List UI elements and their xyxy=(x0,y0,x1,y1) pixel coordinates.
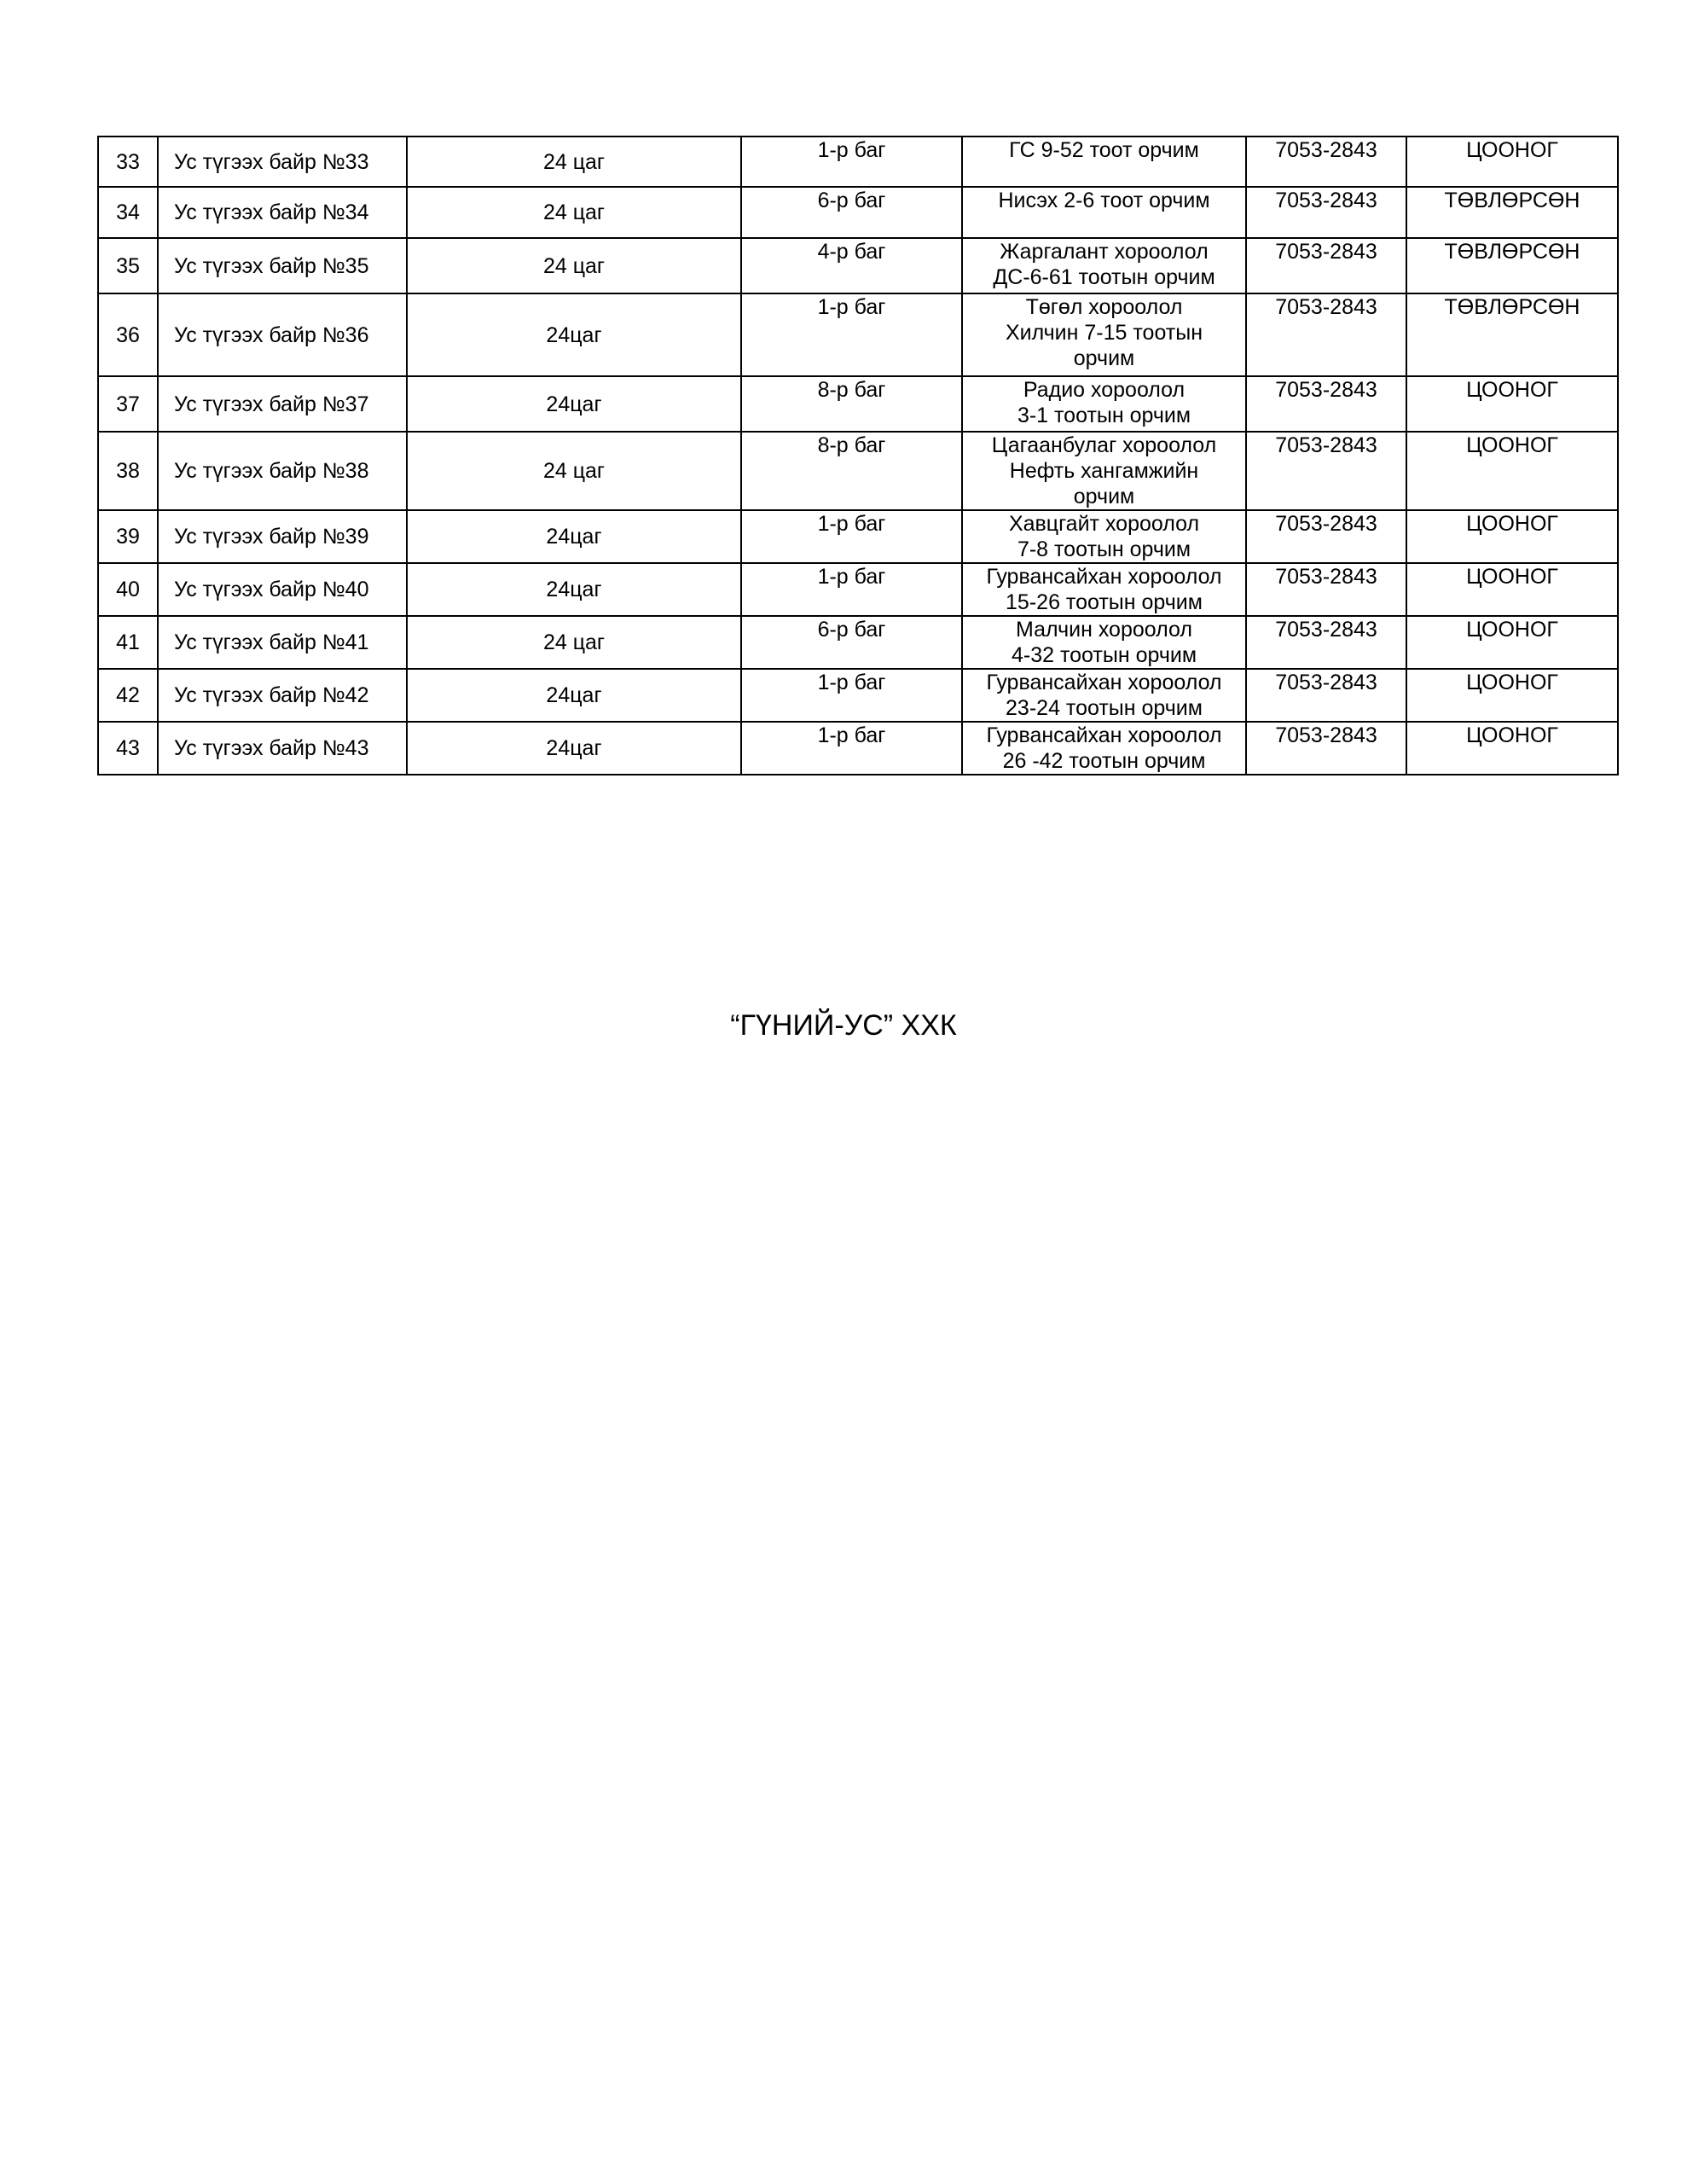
hours-cell: 24 цаг xyxy=(407,432,741,510)
station-name-cell: Ус түгээх байр №35 xyxy=(158,238,407,293)
location-cell xyxy=(962,238,1246,293)
table-row xyxy=(98,136,1618,187)
phone-cell: 7053-2843 xyxy=(1246,187,1406,238)
hours-cell: 24 цаг xyxy=(407,238,741,293)
location-line: 26 -42 тоотын орчим xyxy=(1002,749,1206,773)
location-line: ГС 9-52 тоот орчим xyxy=(1009,138,1199,162)
bag-cell: 6-р баг xyxy=(741,187,962,238)
location-line: Радио хороолол xyxy=(1023,378,1186,402)
bag-cell: 8-р баг xyxy=(741,376,962,432)
phone-cell: 7053-2843 xyxy=(1246,563,1406,616)
row-number-cell: 36 xyxy=(98,293,158,376)
hours-cell: 24цаг xyxy=(407,510,741,563)
station-name-cell: Ус түгээх байр №43 xyxy=(158,722,407,775)
bag-cell: 1-р баг xyxy=(741,722,962,775)
location-cell xyxy=(962,187,1246,238)
hours-cell: 24 цаг xyxy=(407,136,741,187)
bag-cell: 4-р баг xyxy=(741,238,962,293)
row-number-cell: 33 xyxy=(98,136,158,187)
table-row xyxy=(98,376,1618,432)
location-cell xyxy=(962,293,1246,376)
location-line: 15-26 тоотын орчим xyxy=(1006,590,1203,614)
location-line: Нисэх 2-6 тоот орчим xyxy=(998,189,1210,212)
bag-cell: 1-р баг xyxy=(741,136,962,187)
table-row xyxy=(98,563,1618,616)
location-line: 3-1 тоотын орчим xyxy=(1017,404,1191,427)
phone-cell: 7053-2843 xyxy=(1246,510,1406,563)
station-name-cell: Ус түгээх байр №33 xyxy=(158,136,407,187)
station-name-cell: Ус түгээх байр №42 xyxy=(158,669,407,722)
station-name-cell: Ус түгээх байр №38 xyxy=(158,432,407,510)
location-line: орчим xyxy=(1073,346,1135,370)
phone-cell: 7053-2843 xyxy=(1246,136,1406,187)
hours-cell: 24цаг xyxy=(407,669,741,722)
table-body xyxy=(98,136,1618,775)
hours-cell: 24цаг xyxy=(407,563,741,616)
station-name-cell: Ус түгээх байр №41 xyxy=(158,616,407,669)
location-line: Цагаанбулаг хороолол xyxy=(991,433,1217,457)
location-line: орчим xyxy=(1073,485,1135,508)
table-row xyxy=(98,293,1618,376)
bag-cell: 1-р баг xyxy=(741,510,962,563)
location-line: ДС-6-61 тоотын орчим xyxy=(993,265,1215,289)
location-line: 7-8 тоотын орчим xyxy=(1017,537,1191,561)
location-line: Гурвансайхан хороолол xyxy=(986,671,1222,694)
location-cell xyxy=(962,616,1246,669)
source-type-cell: ТӨВЛӨРСӨН xyxy=(1406,293,1618,376)
table-row xyxy=(98,432,1618,510)
location-cell xyxy=(962,510,1246,563)
table-row xyxy=(98,187,1618,238)
location-line: Нефть хангамжийн xyxy=(1009,459,1199,483)
phone-cell: 7053-2843 xyxy=(1246,616,1406,669)
location-line: 4-32 тоотын орчим xyxy=(1011,643,1197,667)
location-cell xyxy=(962,669,1246,722)
table-row xyxy=(98,669,1618,722)
bag-cell: 1-р баг xyxy=(741,563,962,616)
station-name-cell: Ус түгээх байр №36 xyxy=(158,293,407,376)
hours-cell: 24 цаг xyxy=(407,187,741,238)
table-row xyxy=(98,616,1618,669)
station-name-cell: Ус түгээх байр №40 xyxy=(158,563,407,616)
phone-cell: 7053-2843 xyxy=(1246,432,1406,510)
source-type-cell: ЦООНОГ xyxy=(1406,376,1618,432)
row-number-cell: 38 xyxy=(98,432,158,510)
source-type-cell: ТӨВЛӨРСӨН xyxy=(1406,238,1618,293)
row-number-cell: 42 xyxy=(98,669,158,722)
row-number-cell: 40 xyxy=(98,563,158,616)
table-row xyxy=(98,510,1618,563)
phone-cell: 7053-2843 xyxy=(1246,376,1406,432)
location-line: Гурвансайхан хороолол xyxy=(986,565,1222,589)
table-row xyxy=(98,238,1618,293)
location-cell xyxy=(962,376,1246,432)
location-line: Хилчин 7-15 тоотын xyxy=(1005,321,1203,345)
station-name-cell: Ус түгээх байр №34 xyxy=(158,187,407,238)
location-line: Гурвансайхан хороолол xyxy=(986,723,1222,747)
hours-cell: 24 цаг xyxy=(407,616,741,669)
source-type-cell: ЦООНОГ xyxy=(1406,136,1618,187)
table-row xyxy=(98,722,1618,775)
location-cell xyxy=(962,722,1246,775)
station-name-cell: Ус түгээх байр №37 xyxy=(158,376,407,432)
location-cell xyxy=(962,136,1246,187)
location-line: Жаргалант хороолол xyxy=(1000,240,1209,264)
phone-cell: 7053-2843 xyxy=(1246,722,1406,775)
bag-cell: 1-р баг xyxy=(741,669,962,722)
row-number-cell: 43 xyxy=(98,722,158,775)
row-number-cell: 35 xyxy=(98,238,158,293)
hours-cell: 24цаг xyxy=(407,293,741,376)
row-number-cell: 39 xyxy=(98,510,158,563)
location-line: Төгөл хороолол xyxy=(1025,295,1183,319)
phone-cell: 7053-2843 xyxy=(1246,293,1406,376)
source-type-cell: ЦООНОГ xyxy=(1406,722,1618,775)
source-type-cell: ЦООНОГ xyxy=(1406,510,1618,563)
location-cell xyxy=(962,563,1246,616)
phone-cell: 7053-2843 xyxy=(1246,238,1406,293)
bag-cell: 8-р баг xyxy=(741,432,962,510)
station-name-cell: Ус түгээх байр №39 xyxy=(158,510,407,563)
row-number-cell: 37 xyxy=(98,376,158,432)
source-type-cell: ТӨВЛӨРСӨН xyxy=(1406,187,1618,238)
location-line: Малчин хороолол xyxy=(1016,618,1192,642)
hours-cell: 24цаг xyxy=(407,376,741,432)
company-name: “ГҮНИЙ-УС” ХХК xyxy=(730,1009,957,1042)
source-type-cell: ЦООНОГ xyxy=(1406,669,1618,722)
water-points-table xyxy=(97,136,1619,775)
source-type-cell: ЦООНОГ xyxy=(1406,563,1618,616)
location-line: Хавцгайт хороолол xyxy=(1008,512,1200,536)
bag-cell: 6-р баг xyxy=(741,616,962,669)
hours-cell: 24цаг xyxy=(407,722,741,775)
location-cell xyxy=(962,432,1246,510)
source-type-cell: ЦООНОГ xyxy=(1406,616,1618,669)
bag-cell: 1-р баг xyxy=(741,293,962,376)
phone-cell: 7053-2843 xyxy=(1246,669,1406,722)
location-line: 23-24 тоотын орчим xyxy=(1006,696,1203,720)
row-number-cell: 41 xyxy=(98,616,158,669)
source-type-cell: ЦООНОГ xyxy=(1406,432,1618,510)
row-number-cell: 34 xyxy=(98,187,158,238)
